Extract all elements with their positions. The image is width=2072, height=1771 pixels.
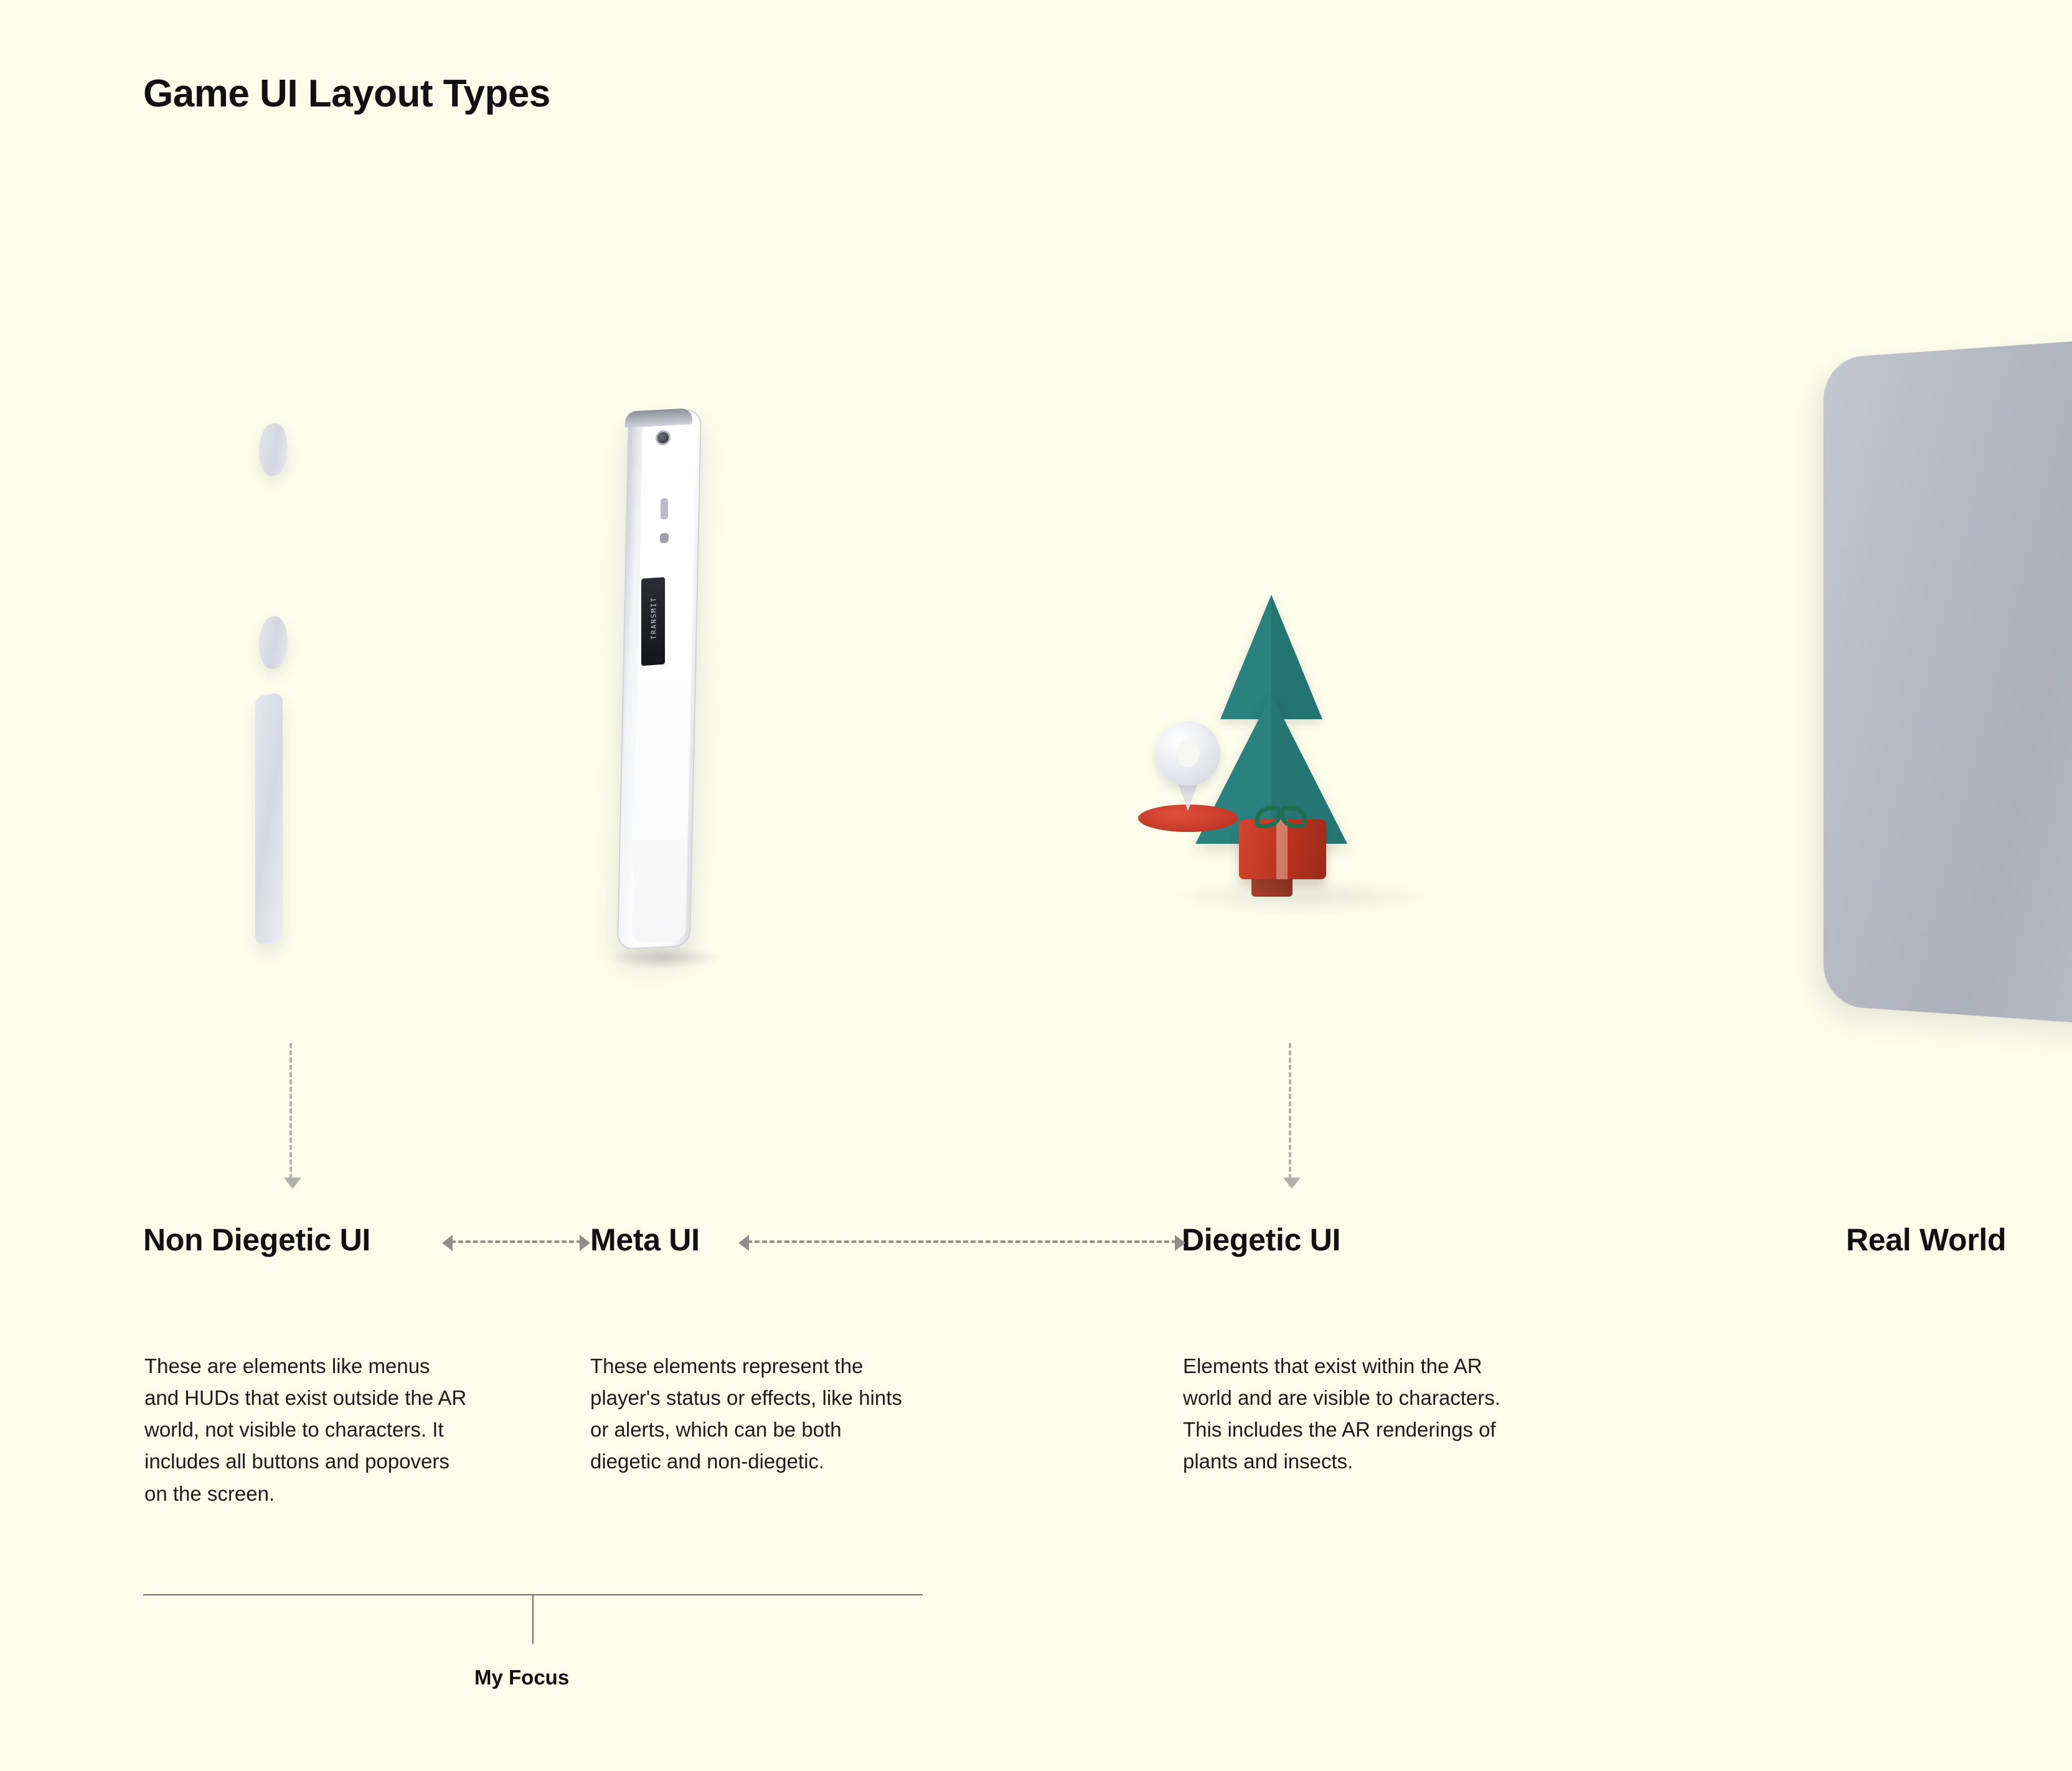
column-label-real-world: Real World: [1846, 1222, 2007, 1257]
illustration-meta-ui-device: [598, 399, 760, 1021]
arrow-head-icon: [580, 1235, 590, 1251]
page-title: Game UI Layout Types: [143, 72, 550, 115]
gift-box-icon: [1239, 805, 1326, 879]
arrow-head-icon: [1283, 1178, 1301, 1189]
phone-strip-label: TRANSMIT: [649, 596, 658, 640]
map-pin-icon: [1156, 721, 1220, 815]
scene-shadow: [1170, 878, 1432, 915]
column-label-diegetic: Diegetic UI: [1182, 1222, 1341, 1257]
description-non-diegetic: These are elements like menus and HUDs that exist outside the AR world, not visible to characters. It includes all buttons and popovers on the screen.: [144, 1354, 467, 1505]
map-pin-hole: [1177, 740, 1199, 767]
floating-ui-chip-icon: [259, 422, 288, 478]
real-world-surface: [1824, 339, 2072, 1024]
connector-arrow-diegetic: [1289, 1043, 1291, 1186]
arrow-head-icon: [1175, 1235, 1185, 1251]
focus-bracket-stem: [532, 1595, 534, 1644]
description-diegetic: Elements that exist within the AR world and are visible to characters. This includes the AR renderings of plants and insects.: [1183, 1354, 1500, 1473]
arrow-head-icon: [442, 1235, 453, 1251]
power-button: [660, 533, 669, 544]
volume-button: [661, 498, 668, 520]
column-label-non-diegetic: Non Diegetic UI: [143, 1222, 370, 1257]
floating-ui-chip-icon: [259, 615, 288, 671]
focus-label: My Focus: [474, 1666, 570, 1689]
phone-side-strip: [641, 577, 665, 666]
illustration-non-diegetic-ui: [237, 399, 374, 1021]
illustration-diegetic-ui: [1096, 560, 1482, 1021]
connector-meta-to-diegetic: [747, 1240, 1177, 1243]
illustration-real-world: [1802, 339, 2072, 1037]
gift-ribbon: [1276, 819, 1288, 879]
arrow-head-icon: [738, 1235, 749, 1251]
description-meta: These elements represent the player's status or effects, like hints or alerts, which can be both diegetic and non-diegetic.: [590, 1354, 902, 1473]
floating-ui-panel-icon: [255, 692, 283, 945]
connector-arrow-non-diegetic: [290, 1043, 292, 1186]
connector-non-diegetic-to-meta: [451, 1240, 582, 1243]
phone-body: [617, 409, 702, 950]
column-label-meta: Meta UI: [590, 1222, 700, 1257]
device-shadow: [609, 947, 721, 969]
phone-screen: [632, 418, 697, 943]
arrow-head-icon: [284, 1178, 301, 1189]
